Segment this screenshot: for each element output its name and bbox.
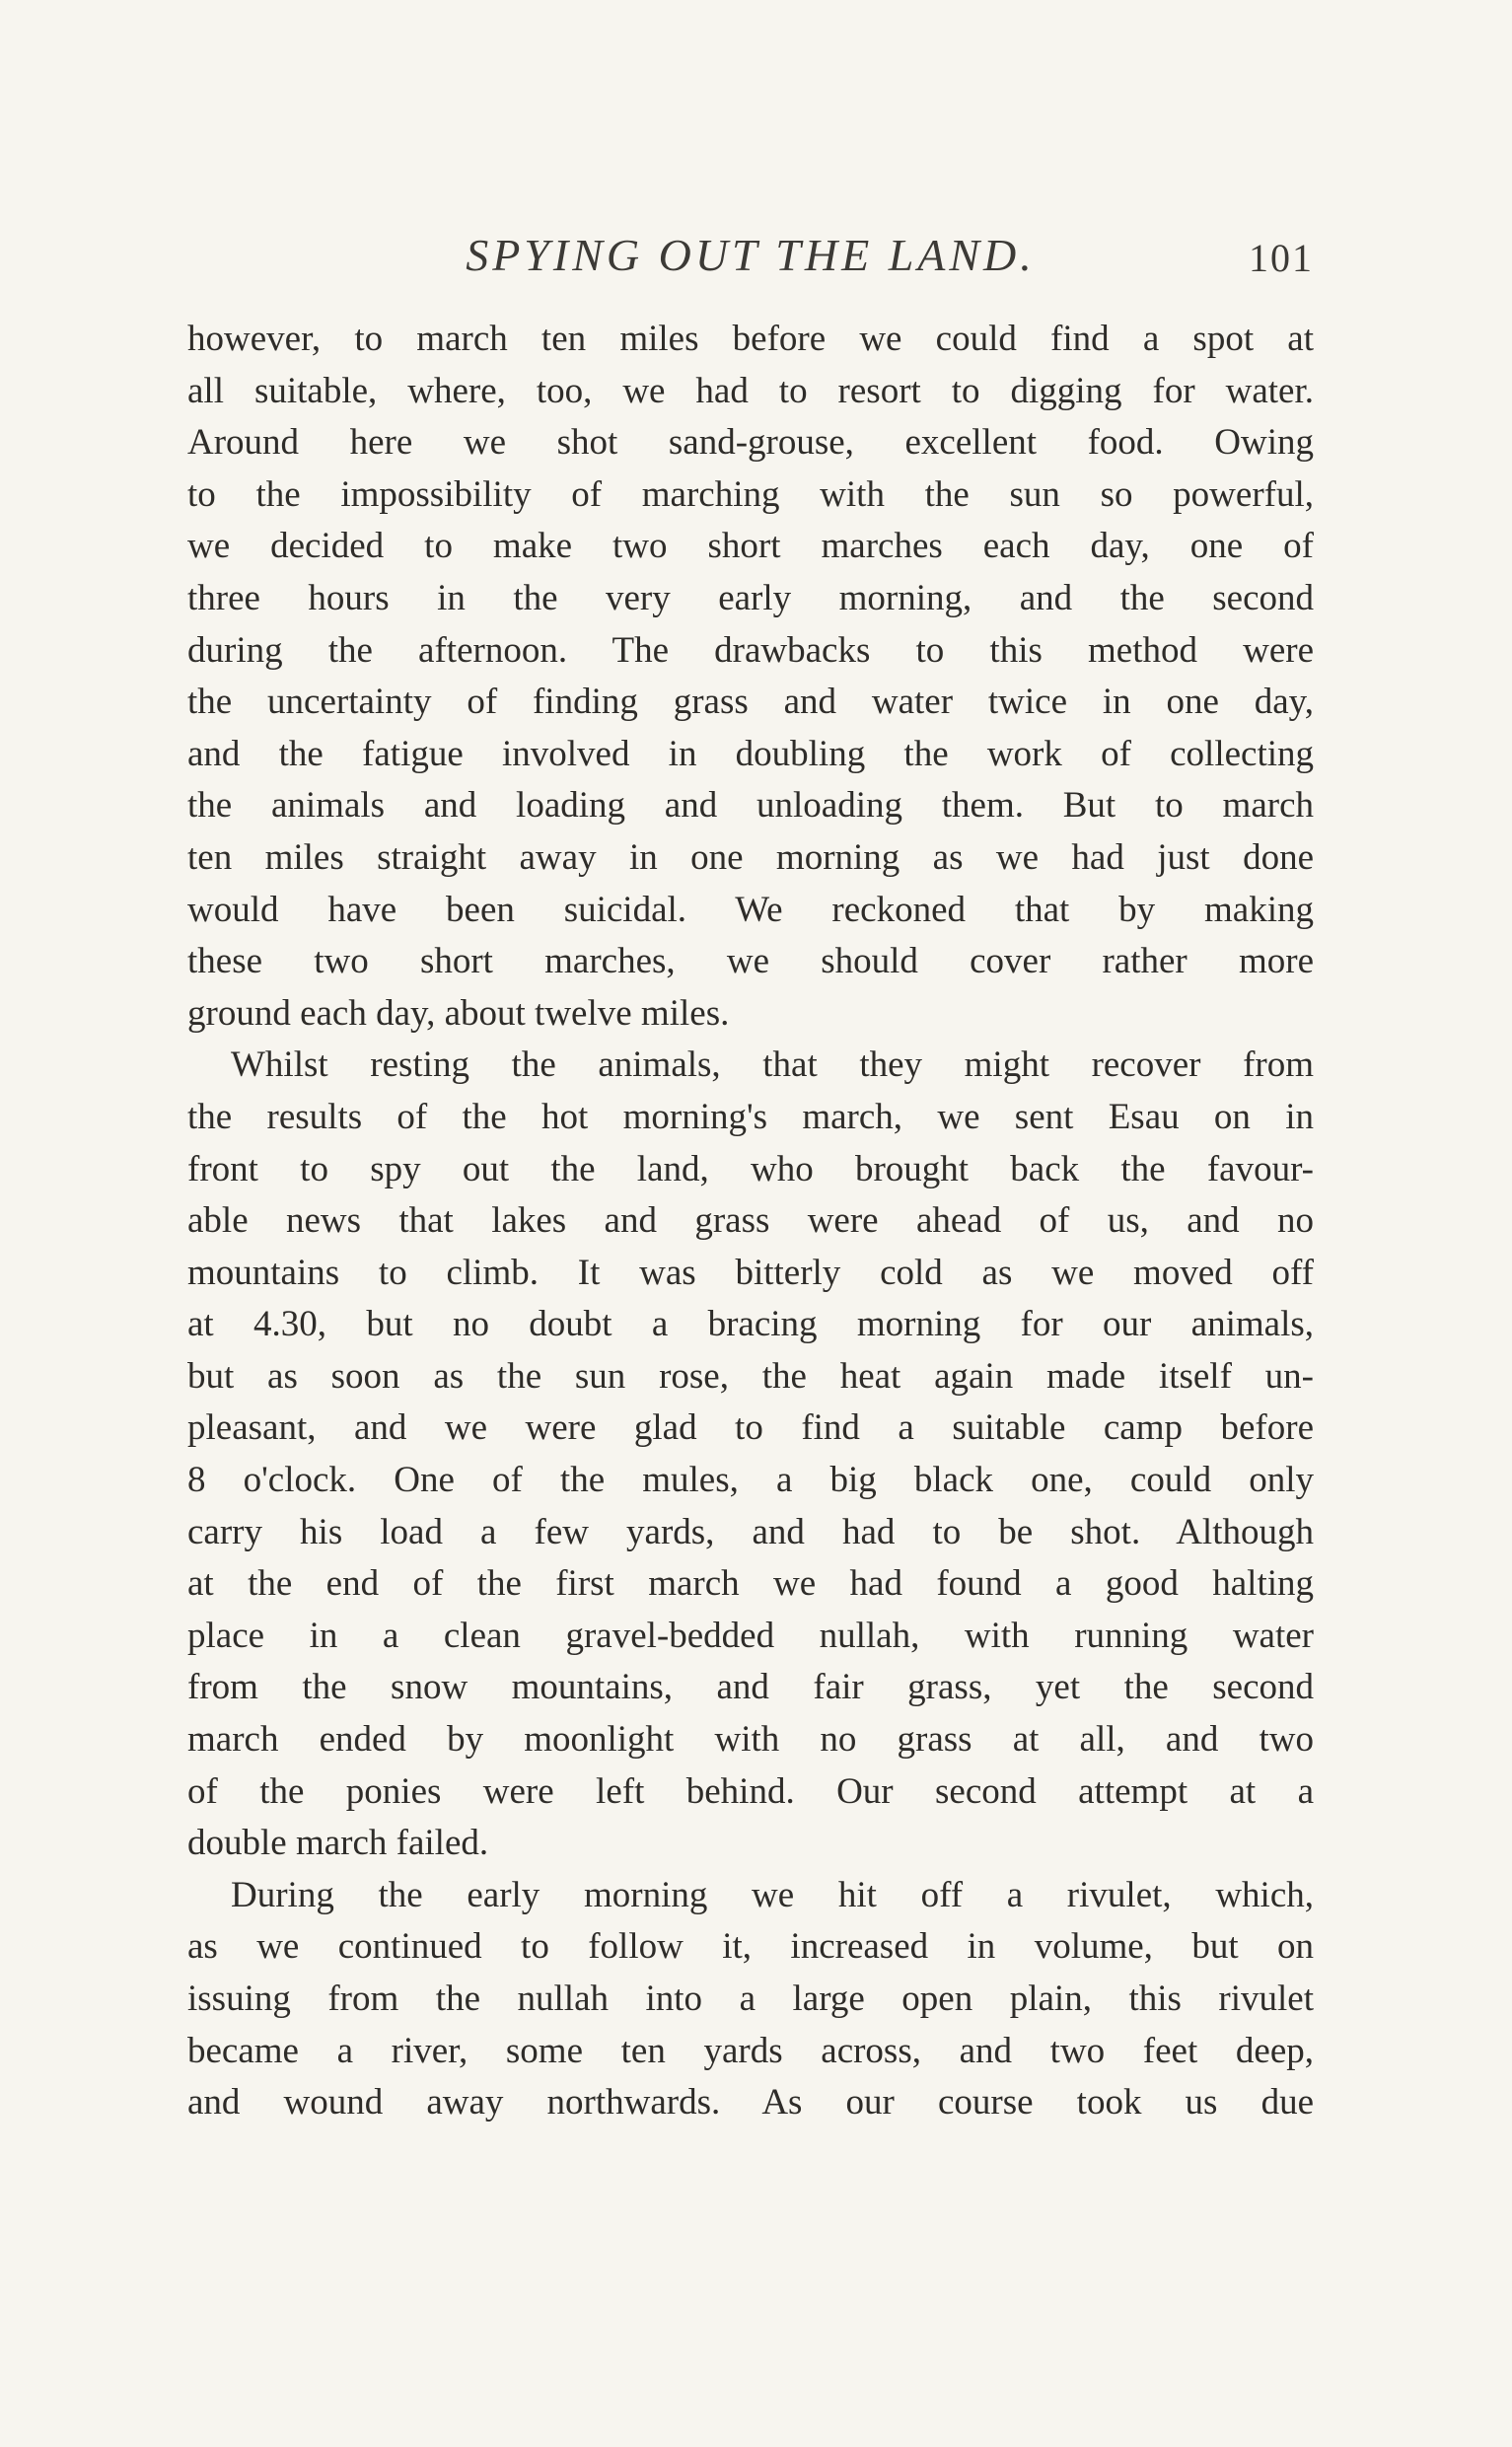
text-line: issuing from the nullah into a large open plain, this rivulet: [187, 1979, 1314, 2019]
text-line: would have been suicidal. We reckoned that by making: [187, 889, 1314, 930]
paragraph-start-line: During the early morning we hit off a rivulet, which,: [231, 1874, 1314, 1915]
text-line: three hours in the very early morning, and the second: [187, 577, 1314, 618]
text-line: we decided to make two short marches each day, one of: [187, 526, 1314, 567]
text-line: and wound away northwards. As our course took us due: [187, 2082, 1314, 2123]
text-line: able news that lakes and grass were ahead of us, and no: [187, 1200, 1314, 1242]
text-line: Around here we shot sand-grouse, excellent food. Owing: [187, 422, 1314, 464]
text-line: however, to march ten miles before we could find a spot at: [187, 319, 1314, 359]
text-line: mountains to climb. It was bitterly cold as we moved off: [187, 1252, 1314, 1293]
text-line: 8 o'clock. One of the mules, a big black one, could only: [187, 1460, 1314, 1501]
text-line: during the afternoon. The drawbacks to this method were: [187, 629, 1314, 671]
text-line: the uncertainty of finding grass and water twice in one day,: [187, 682, 1314, 723]
paragraph-start-line: Whilst resting the animals, that they might recover from: [231, 1044, 1314, 1086]
running-title: SPYING OUT THE LAND.: [466, 230, 1036, 280]
text-line: of the ponies were left behind. Our second attempt at a: [187, 1770, 1314, 1812]
text-line: ten miles straight away in one morning as we had just done: [187, 836, 1314, 878]
text-line: but as soon as the sun rose, the heat again made itself un-: [187, 1355, 1314, 1397]
text-line: at 4.30, but no doubt a bracing morning for our animals,: [187, 1304, 1314, 1345]
text-line: at the end of the first march we had found a good halting: [187, 1563, 1314, 1605]
running-head: [187, 229, 1314, 288]
text-line: as we continued to follow it, increased in volume, but on: [187, 1926, 1314, 1968]
body-text: [187, 314, 1314, 2129]
text-line: pleasant, and we were glad to find a suitable camp before: [187, 1407, 1314, 1449]
text-line: carry his load a few yards, and had to be shot. Although: [187, 1511, 1314, 1552]
text-line: to the impossibility of marching with the sun so powerful,: [187, 473, 1314, 515]
text-line: march ended by moonlight with no grass at all, and two: [187, 1719, 1314, 1761]
text-line: front to spy out the land, who brought back the favour-: [187, 1148, 1314, 1189]
text-line: became a river, some ten yards across, and two feet deep,: [187, 2030, 1314, 2071]
text-line: and the fatigue involved in doubling the work of collecting: [187, 733, 1314, 774]
text-line: from the snow mountains, and fair grass, yet the second: [187, 1667, 1314, 1708]
paragraph-end-line: double march failed.: [187, 1823, 489, 1864]
text-line: the results of the hot morning's march, we sent Esau on in: [187, 1096, 1314, 1137]
page-number: 101: [1249, 236, 1314, 280]
text-line: these two short marches, we should cover rather more: [187, 941, 1314, 982]
text-line: all suitable, where, too, we had to resort to digging for water.: [187, 370, 1314, 411]
text-line: place in a clean gravel-bedded nullah, with running water: [187, 1615, 1314, 1656]
text-line: the animals and loading and unloading them. But to march: [187, 785, 1314, 827]
paragraph-end-line: ground each day, about twelve miles.: [187, 992, 730, 1034]
